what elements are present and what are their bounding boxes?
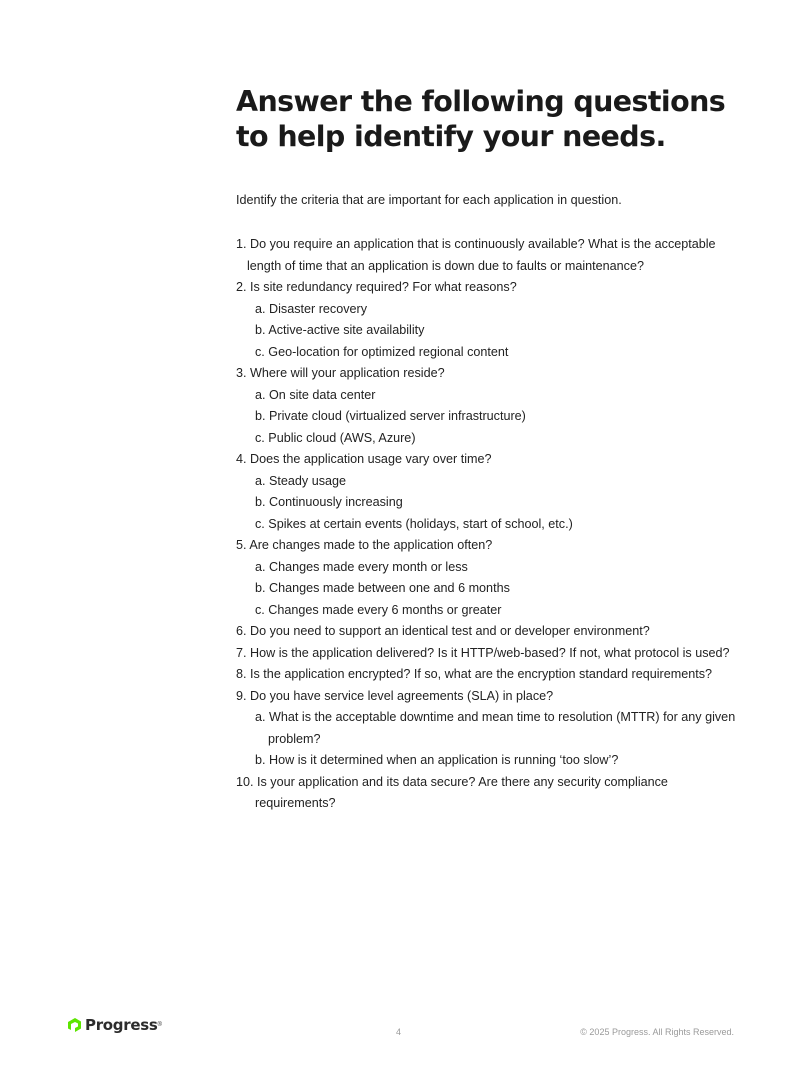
sub-text: Steady usage [269,473,347,488]
question-item [236,535,736,621]
logo-text: Progress [85,1016,158,1034]
sub-list [236,385,736,450]
question-text: Do you need to support an identical test and or developer environment? [250,624,650,638]
question-number: 2. [236,280,247,294]
sub-letter: b. [255,323,266,337]
sub-letter: c. [255,344,265,359]
question-item [236,449,736,535]
progress-logo [67,1016,162,1034]
question-item [236,234,736,277]
sub-item [255,471,736,493]
question-text: Is your application and its data secure? Are there any security compliance requirements? [255,774,668,810]
question-item [236,643,736,665]
sub-letter: b. [255,409,266,423]
sub-text: Changes made every month or less [269,559,468,574]
question-text: Does the application usage vary over time? [250,452,492,466]
question-text: Are changes made to the application often? [249,538,493,552]
sub-item [255,578,736,600]
intro-text: Identify the criteria that are important for each application in question. [236,193,622,207]
sub-letter: a. [255,559,266,574]
question-item [236,664,736,686]
question-text: How is the application delivered? Is it HTTP/web-based? If not, what protocol is used? [250,645,730,660]
copyright-text: © 2025 Progress. All Rights Reserved. [580,1027,734,1037]
sub-item [255,750,736,772]
question-number: 9. [236,688,247,703]
question-item [236,277,736,363]
sub-list [236,299,736,364]
sub-text: Active-active site availability [268,323,425,337]
question-text: Do you require an application that is continuously available? What is the acceptable length of time that an application is down due to faults or maintenance? [247,237,716,273]
question-number: 5. [236,538,247,552]
progress-logo-icon [67,1017,82,1033]
sub-text: Changes made every 6 months or greater [268,602,502,617]
sub-list [236,471,736,536]
sub-text: Changes made between one and 6 months [269,581,510,595]
sub-letter: a. [255,301,266,316]
sub-letter: b. [255,581,266,595]
sub-letter: c. [255,602,265,617]
sub-list [236,707,736,772]
sub-item [255,406,736,428]
logo-registered-mark: ® [157,1022,162,1028]
sub-item [255,514,736,536]
sub-text: On site data center [269,387,376,402]
page-heading: Answer the following questions to help identify your needs. [236,85,726,153]
sub-text: Public cloud (AWS, Azure) [268,430,416,445]
question-item [236,363,736,449]
sub-letter: b. [255,753,266,767]
sub-letter: c. [255,430,265,445]
question-item [236,772,736,815]
sub-letter: b. [255,495,266,509]
question-item [236,621,736,643]
question-item [236,686,736,772]
sub-item [255,428,736,450]
sub-text: Spikes at certain events (holidays, start of school, etc.) [268,516,573,531]
question-number: 4. [236,452,247,466]
question-text: Is the application encrypted? If so, what are the encryption standard requirements? [250,667,713,681]
page-number: 4 [396,1027,402,1037]
sub-item [255,492,736,514]
question-number: 7. [236,645,247,660]
sub-text: Continuously increasing [269,495,403,509]
sub-text: Disaster recovery [269,301,367,316]
question-text: Is site redundancy required? For what reasons? [250,280,517,294]
sub-item [255,320,736,342]
question-number: 3. [236,366,247,380]
question-text: Do you have service level agreements (SLA) in place? [250,688,554,703]
sub-letter: a. [255,473,266,488]
sub-item [255,299,736,321]
sub-letter: a. [255,710,266,724]
sub-text: Geo-location for optimized regional content [268,344,509,359]
question-number: 6. [236,624,247,638]
sub-item [255,600,736,622]
question-number: 10. [236,774,254,789]
question-list [236,234,736,815]
question-number: 1. [236,237,247,251]
sub-text: Private cloud (virtualized server infrastructure) [269,409,526,423]
sub-item [255,342,736,364]
sub-item [255,707,736,750]
sub-item [255,385,736,407]
sub-text: How is it determined when an application is running ‘too slow’? [269,753,619,767]
sub-text: What is the acceptable downtime and mean time to resolution (MTTR) for any given problem? [268,710,736,746]
sub-item [255,557,736,579]
sub-letter: a. [255,387,266,402]
sub-list [236,557,736,622]
question-number: 8. [236,667,247,681]
question-text: Where will your application reside? [250,366,445,380]
main-content [236,84,736,815]
sub-letter: c. [255,516,265,531]
